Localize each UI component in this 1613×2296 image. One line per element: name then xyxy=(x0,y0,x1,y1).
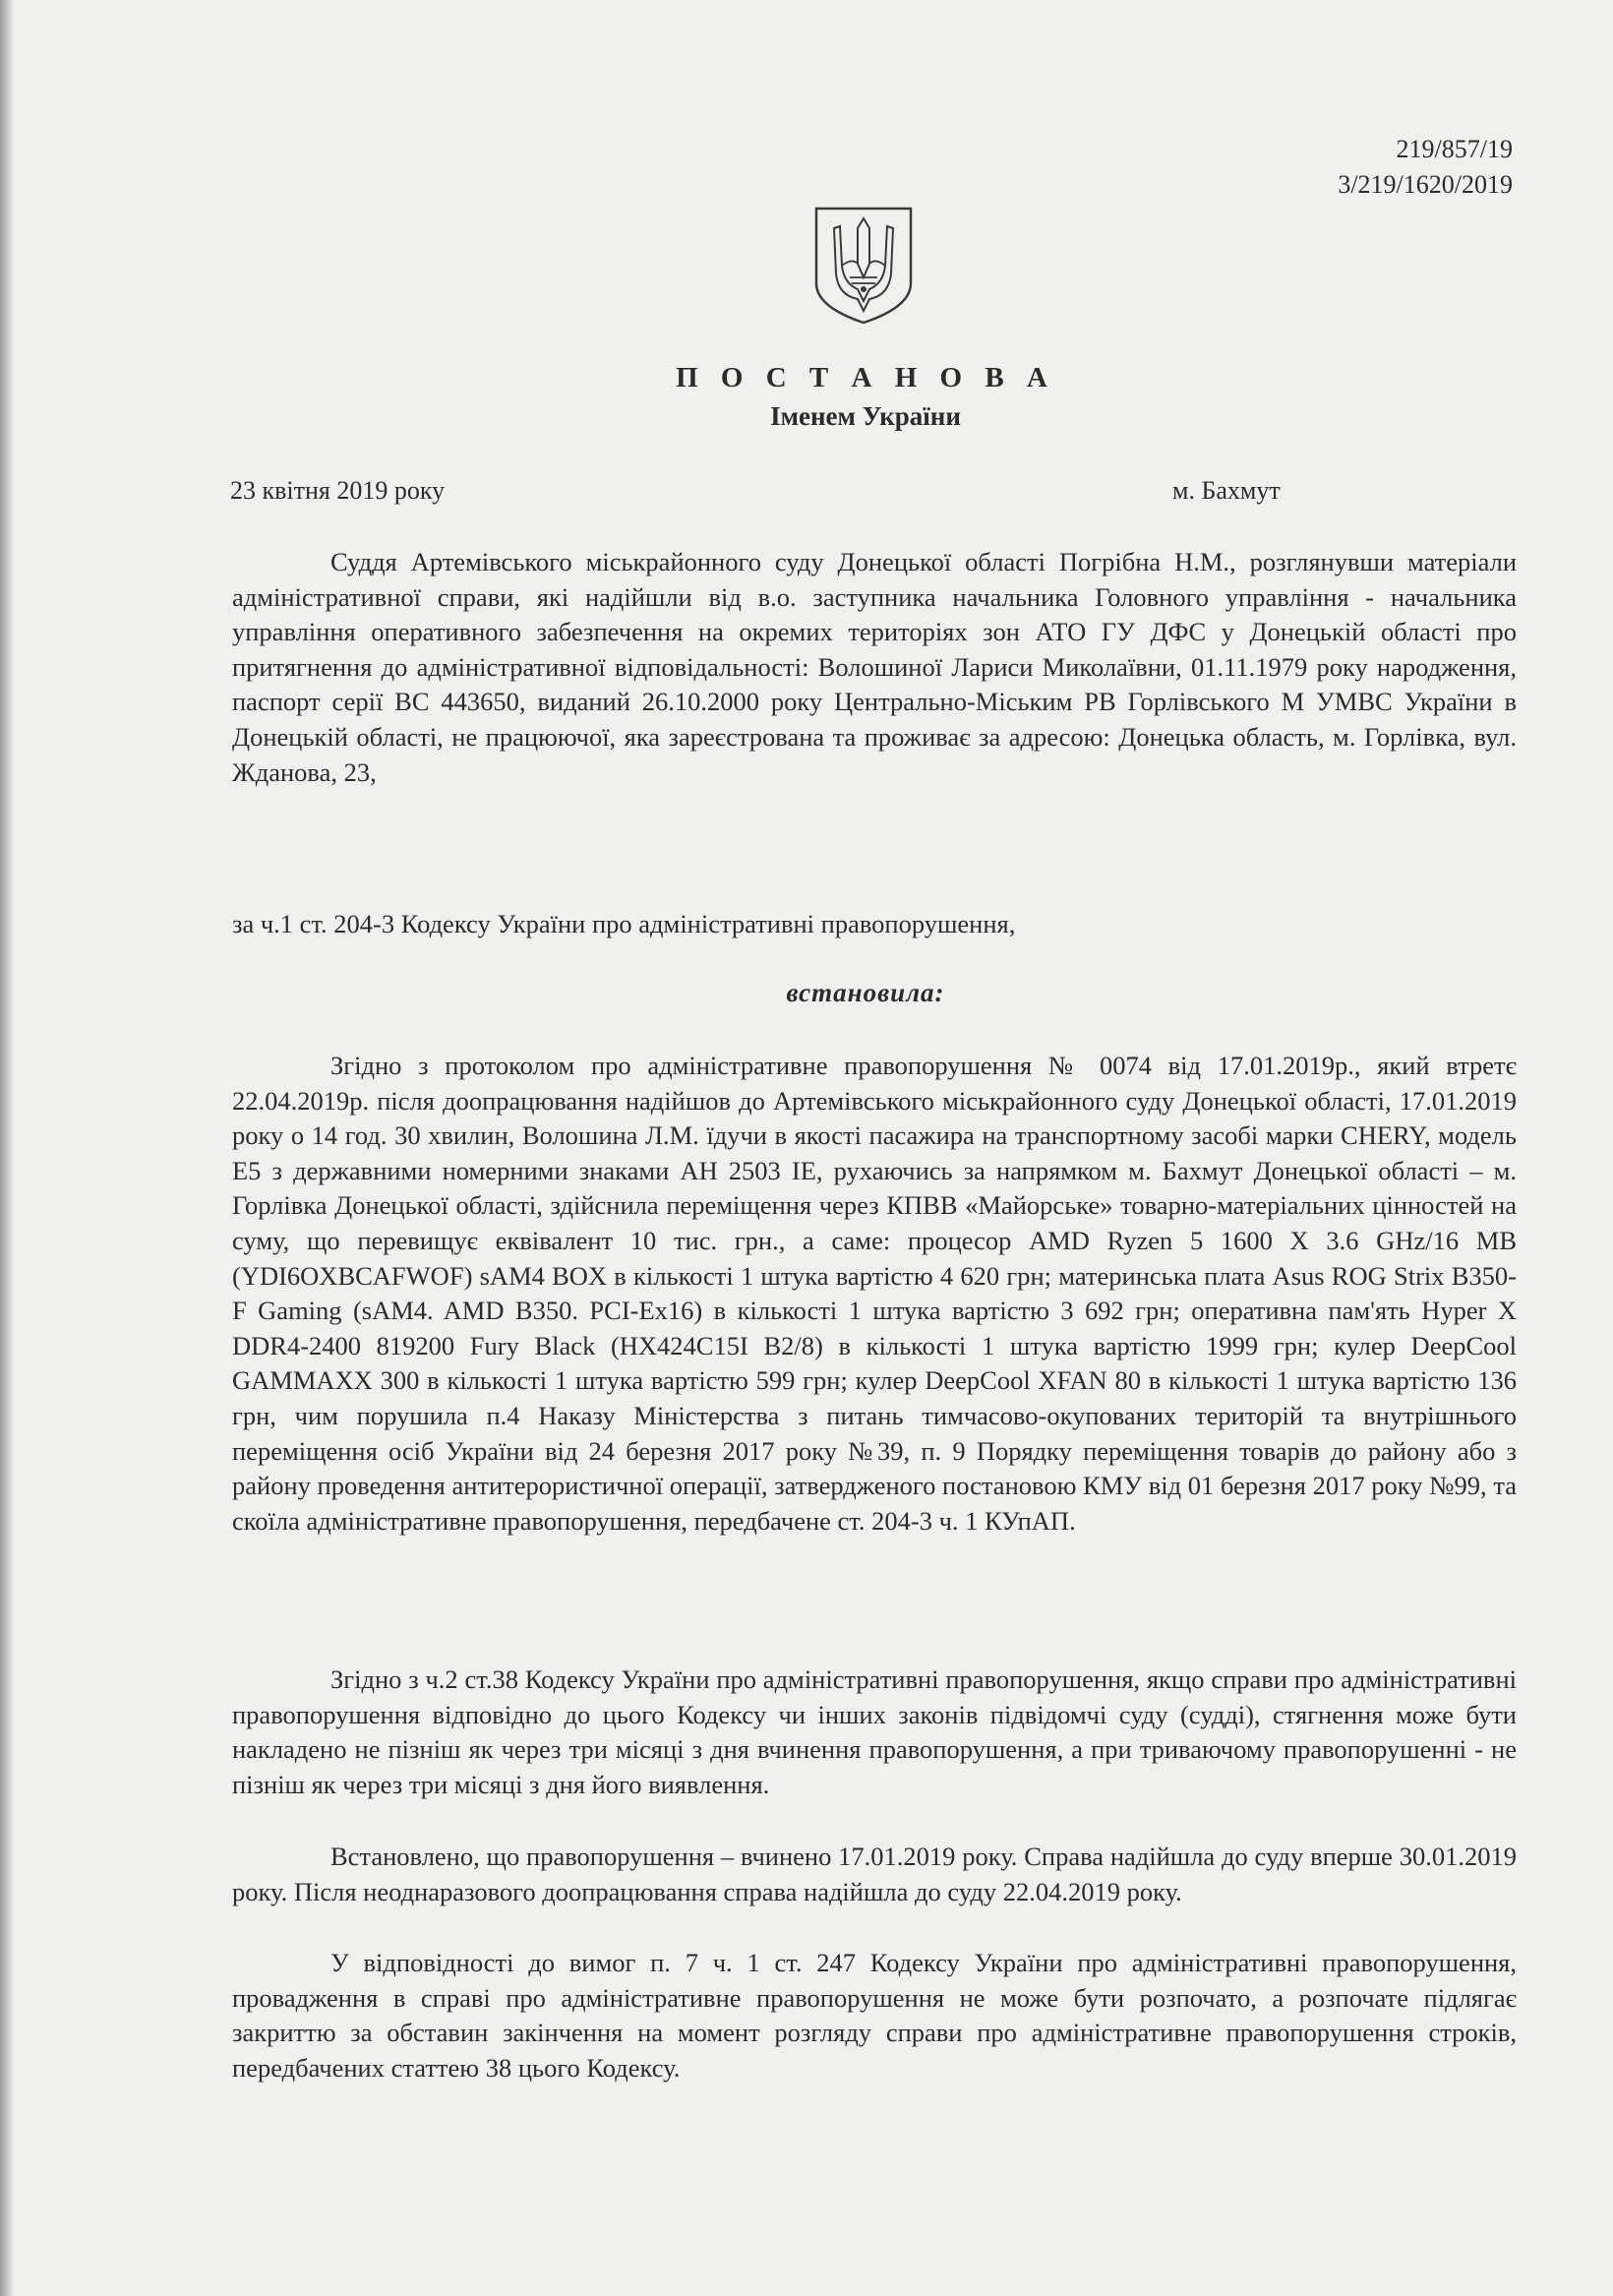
document-date: 23 квітня 2019 року xyxy=(230,476,446,505)
coat-of-arms-of-ukraine-icon xyxy=(812,205,915,327)
intro-paragraph: Суддя Артемівського міськрайонного суду Донецької області Погрібна Н.М., розглянувши матеріали адміністративної справи, які надійшли від в.о. заступника начальника Головного управління - начальника управління оперативного забезпечення на окремих територіях зон АТО ГУ ДФС у Донецькій області про притягнення до адміністративної відповідальності: Волошиної Лариси Миколаївни, 01.11.1979 року народження, паспорт серії ВС 443650, виданий 26.10.2000 року Центрально-Міським РВ Горлівського М УМВС України в Донецькій області, не працюючої, яка зареєстрована та проживає за адресою: Донецька область, м. Горлівка, вул. Жданова, 23, xyxy=(232,547,1517,787)
case-number: 219/857/19 xyxy=(1396,135,1513,163)
scan-shadow-edge xyxy=(0,0,14,2296)
body-paragraph: Згідно з протоколом про адміністративне правопорушення № 0074 від 17.01.2019р., який втретє 22.04.2019р. після доопрацювання надійшов до Артемівського міськрайонного суду Донецької області, 17.01.2019 року о 14 год. 30 хвилин, Волошина Л.М. їдучи в якості пасажира на транспортному засобі марки CHERY, модель E5 з державними номерними знаками АН 2503 IE, рухаючись за напрямком м. Бахмут Донецької області – м. Горлівка Донецької області, здійснила переміщення через КПВВ «Майорське» товарно-матеріальних цінностей на суму, що перевищує еквівалент 10 тис. грн., а саме: процесор AMD Ryzen 5 1600 X 3.6 GHz/16 MB (YDI6OXBCAFWOF) sAM4 BOX в кількості 1 штука вартістю 4 620 грн; материнська плата Asus ROG Strix B350-F Gaming (sAM4. AMD B350. PCI-Ex16) в кількості 1 штука вартістю 3 692 грн; оперативна пам'ять Hyper X DDR4-2400 819200 Fury Black (HX424C15I B2/8) в кількості 1 штука вартістю 1999 грн; кулер DeepCool GAMMAXX 300 в кількості 1 штука вартістю 599 грн; кулер DeepCool XFAN 80 в кількості 1 штука вартістю 136 грн, чим порушила п.4 Наказу Міністерства з питань тимчасово-окупованих територій та внутрішнього переміщення осіб України від 24 березня 2017 року №39, п. 9 Порядку переміщення товарів до району або з району проведення антитерористичної операції, затвердженого постановою КМУ від 01 березня 2017 року №99, та скоїла адміністративне правопорушення, передбачене ст. 204-3 ч. 1 КУпАП. xyxy=(232,1051,1517,1536)
body-paragraph: Згідно з ч.2 ст.38 Кодексу України про адміністративні правопорушення, якщо справи про адміністративні правопорушення відповідно до цього Кодексу чи інших законів підвідомчі суду (судді), стягнення може бути накладено не пізніш як через три місяці з дня вчинення правопорушення, а при триваючому правопорушенні - не пізніш як через три місяці з дня його виявлення. xyxy=(232,1664,1517,1799)
body-paragraph: У відповідності до вимог п. 7 ч. 1 ст. 247 Кодексу України про адміністративні правопорушення, провадження в справі про адміністративне правопорушення не може бути розпочато, а розпочате підлягає закриттю за обставин закінчення на момент розгляду справи про адміністративне правопорушення строків, передбачених статтею 38 цього Кодексу. xyxy=(232,1948,1517,2083)
document-title: П О С Т А Н О В А xyxy=(676,362,1055,393)
body-paragraph: Встановлено, що правопорушення – вчинено 17.01.2019 року. Справа надійшла до суду вперше 30.01.2019 року. Після неоднаразового доопрацювання справа надійшла до суду 22.04.2019 року. xyxy=(232,1842,1517,1906)
case-numbers xyxy=(1338,132,1513,203)
proceeding-number: 3/219/1620/2019 xyxy=(1338,170,1513,199)
article-reference: за ч.1 ст. 204-3 Кодексу України про адміністративні правопорушення, xyxy=(232,909,1016,938)
document-city: м. Бахмут xyxy=(1172,476,1281,505)
section-heading: встановила: xyxy=(786,978,945,1007)
document-subtitle: Іменем України xyxy=(770,401,961,431)
